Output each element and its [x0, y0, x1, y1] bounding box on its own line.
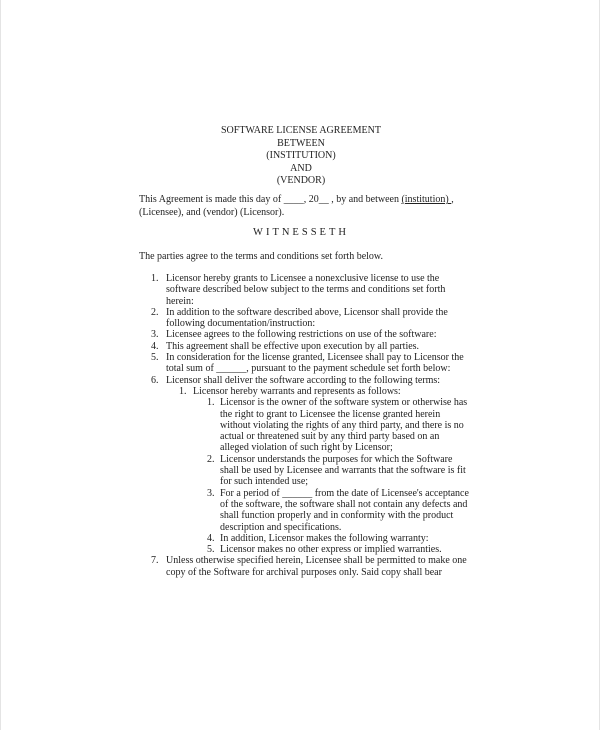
clause-text: Licensor shall deliver the software according to the following terms: [166, 374, 441, 386]
warranty-item [139, 544, 469, 555]
sub-clause-number: 1. [179, 385, 187, 397]
clause-item [139, 375, 469, 556]
title-line: (INSTITUTION) [266, 150, 336, 161]
clause-text: Licensee agrees to the following restrictions on use of the software: [166, 329, 437, 341]
clause-item [139, 352, 469, 375]
institution-field: (institution) [401, 194, 452, 205]
warranty-text: Licensor understands the purposes for which the Software shall be used by Licensee and warrants that the software is fit for such intended use; [220, 453, 466, 488]
warranty-number: 4. [207, 532, 215, 544]
warranty-number: 3. [207, 487, 215, 499]
clause-number: 2. [151, 306, 159, 318]
clause-item [139, 555, 469, 578]
clause-item [139, 307, 469, 330]
clause-text: In consideration for the license granted, Licensee shall pay to Licensor the total sum of ______, pursuant to the payment schedule set forth below: [166, 352, 464, 375]
warranty-number: 5. [207, 544, 215, 556]
witnesseth-heading: WITNESSETH [253, 227, 349, 238]
warranty-number: 1. [207, 397, 215, 409]
warranty-item [139, 533, 469, 544]
clause-text: Unless otherwise specified herein, Licensee shall be permitted to make one copy of the Software for archival purposes only. Said copy shall bear [166, 555, 467, 578]
sub-clause-item [139, 386, 469, 555]
warranty-list [139, 397, 469, 555]
title-line: AND [290, 162, 312, 174]
warranty-item [139, 488, 469, 533]
warranty-item [139, 454, 469, 488]
clause-text: In addition to the software described above, Licensor shall provide the following documentation/instruction: [166, 306, 448, 330]
sub-clause-list [139, 386, 469, 555]
clause-item [139, 273, 469, 307]
warranty-text: In addition, Licensor makes the following warranty: [220, 532, 429, 544]
clause-text: Licensor hereby grants to Licensee a nonexclusive license to use the software described below subject to the terms and conditions set forth herein: [166, 273, 446, 307]
sub-clause-text: Licensor hereby warrants and represents as follows: [193, 385, 401, 397]
intro-text-2: , (Licensee), and (vendor) (Licensor). [139, 194, 454, 218]
title-line: SOFTWARE LICENSE AGREEMENT [221, 125, 381, 136]
warranty-text: Licensor makes no other express or implied warranties. [220, 544, 442, 556]
clause-list [139, 273, 469, 578]
agreement-title [1, 125, 600, 188]
title-line: BETWEEN [277, 137, 325, 149]
clause-number: 5. [151, 352, 159, 364]
warranty-text: Licensor is the owner of the software system or otherwise has the right to grant to Licensee the license granted herein without violating the rights of any third party, and there is no actual or threatened suit by any third party based on an alleged violation of such right by Licensor; [220, 397, 468, 454]
warranty-text: For a period of ______ from the date of Licensee's acceptance of the software, the software shall not contain any defects and shall function properly and in conformity with the product description and specifications. [220, 487, 469, 533]
warranty-item [139, 397, 469, 453]
clause-item [139, 341, 469, 352]
clause-number: 4. [151, 340, 159, 352]
clause-number: 3. [151, 329, 159, 341]
intro-text-1: This Agreement is made this day of ____, 20__ , by and between [139, 194, 402, 205]
clause-number: 1. [151, 273, 159, 284]
clause-item [139, 329, 469, 340]
clause-text: This agreement shall be effective upon execution by all parties. [166, 340, 420, 352]
clause-number: 7. [151, 555, 159, 567]
clause-number: 6. [151, 374, 159, 386]
warranty-number: 2. [207, 453, 215, 465]
parties-paragraph: The parties agree to the terms and conditions set forth below. [139, 251, 383, 262]
intro-paragraph [139, 193, 469, 219]
title-line: (VENDOR) [276, 175, 326, 186]
